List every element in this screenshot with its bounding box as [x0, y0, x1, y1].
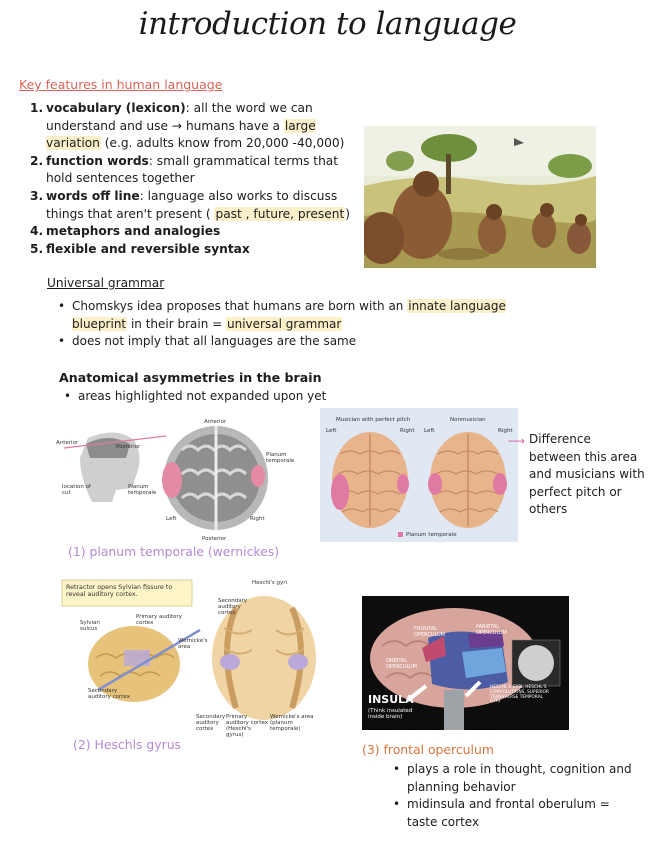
label-wernicke: Wernicke's area — [178, 638, 208, 650]
musician-brains-figure — [320, 408, 518, 542]
label-left-1: Left — [326, 428, 337, 434]
label-right-2: Right — [498, 428, 513, 434]
list-item: • midinsula and frontal oberulum = taste cortex — [393, 797, 610, 829]
key-features-heading: Key features in human language — [19, 77, 223, 92]
label-location-of-cut: location of cut — [62, 484, 91, 496]
heschls-gyrus-figure — [60, 578, 322, 738]
list-item: • Chomskys idea proposes that humans are born with an innate language blueprint in their brain = universal grammar — [58, 299, 506, 331]
list-item: 2. function words: small grammatical terms that hold sentences together — [30, 153, 339, 186]
anatomical-heading: Anatomical asymmetries in the brain — [59, 370, 322, 385]
label-insula-sub: (Think insulated inside brain) — [368, 708, 413, 720]
label-sylvian-sulcus: Sylvian sulcus — [80, 620, 100, 632]
early-humans-illustration — [364, 126, 596, 268]
label-planum-right: Planum temporale — [266, 452, 295, 464]
label-legend: Planum temporale — [406, 532, 457, 538]
list-item: 5. flexible and reversible syntax — [30, 241, 250, 256]
label-right-1: Right — [400, 428, 415, 434]
list-item: 3. words off line: language also works to discuss things that aren't present ( past , future, present) — [30, 188, 351, 221]
page-title: introduction to language — [138, 6, 517, 42]
list-item: • areas highlighted not expanded upon yet — [64, 389, 327, 403]
insula-figure — [362, 596, 569, 730]
label-posterior-head: Posterior — [116, 444, 141, 450]
fig2-caption: (2) Heschls gyrus — [73, 737, 182, 752]
label-primary-auditory: Primary auditory cortex — [136, 614, 182, 626]
label-anterior-top: Anterior — [204, 419, 227, 425]
label-heschl-convolutions: HESCHL'S GYRI, HESCHL'S CONVOLUTIONS, SUPERIOR TRANSVERSE TEMPORAL GYRI — [490, 685, 549, 705]
label-insula: INSULA — [368, 693, 414, 706]
label-left-2: Left — [424, 428, 435, 434]
label-orbital-operculum: ORBITAL OPERCULUM — [386, 658, 417, 670]
list-item: 4. metaphors and analogies — [30, 224, 221, 239]
label-left: Left — [166, 516, 177, 522]
label-nonmusician: Nonmusician — [450, 417, 486, 423]
difference-note: ⟶ Difference between this area and musicians with perfect pitch or others — [508, 432, 645, 517]
label-retractor: Retractor opens Sylvian fissure to reveal auditory cortex. — [66, 584, 173, 598]
label-right: Right — [250, 516, 265, 522]
early-humans-image — [364, 126, 596, 268]
label-secondary-bottom: Secondary auditory cortex — [196, 714, 226, 732]
anatomical-list — [64, 388, 364, 406]
label-secondary-top: Secondary auditory cortex — [218, 598, 248, 616]
fig3-caption: (3) frontal operculum — [362, 742, 494, 757]
label-secondary-left: Secondary auditory cortex — [88, 688, 131, 700]
label-anterior-left: Anterior — [56, 440, 79, 446]
label-planum-left: Planum temporale — [128, 484, 157, 496]
label-wernicke-bottom: Wernicke's area (planum temporale) — [270, 714, 314, 732]
universal-grammar-heading: Universal grammar — [47, 276, 165, 290]
universal-grammar-list — [58, 298, 558, 351]
key-features-list — [30, 100, 360, 258]
planum-temporale-figure — [56, 418, 306, 544]
list-item: 1. vocabulary (lexicon): all the word we can understand and use → humans have a large variation (e.g. adults know from 20,000 -40,000) — [30, 101, 345, 151]
label-parietal-operculum: PARIETAL OPERCULUM — [476, 624, 507, 636]
label-frontal-operculum: FRONTAL OPERCULUM — [414, 626, 445, 638]
frontal-operculum-list — [393, 761, 633, 831]
label-primary-bottom: Primary auditory cortex (Heschl's gyrus) — [226, 714, 269, 738]
label-posterior-bottom: Posterior — [202, 536, 227, 542]
fig1-caption: (1) planum temporale (wernickes) — [68, 544, 280, 559]
list-item: • plays a role in thought, cognition and planning behavior — [393, 762, 632, 794]
list-item: • does not imply that all languages are the same — [58, 334, 357, 349]
arrow-icon: ⟶ — [508, 434, 526, 448]
label-heschl-gyri: Heschl's gyri — [252, 580, 288, 586]
label-musician: Musician with perfect pitch — [336, 417, 411, 423]
